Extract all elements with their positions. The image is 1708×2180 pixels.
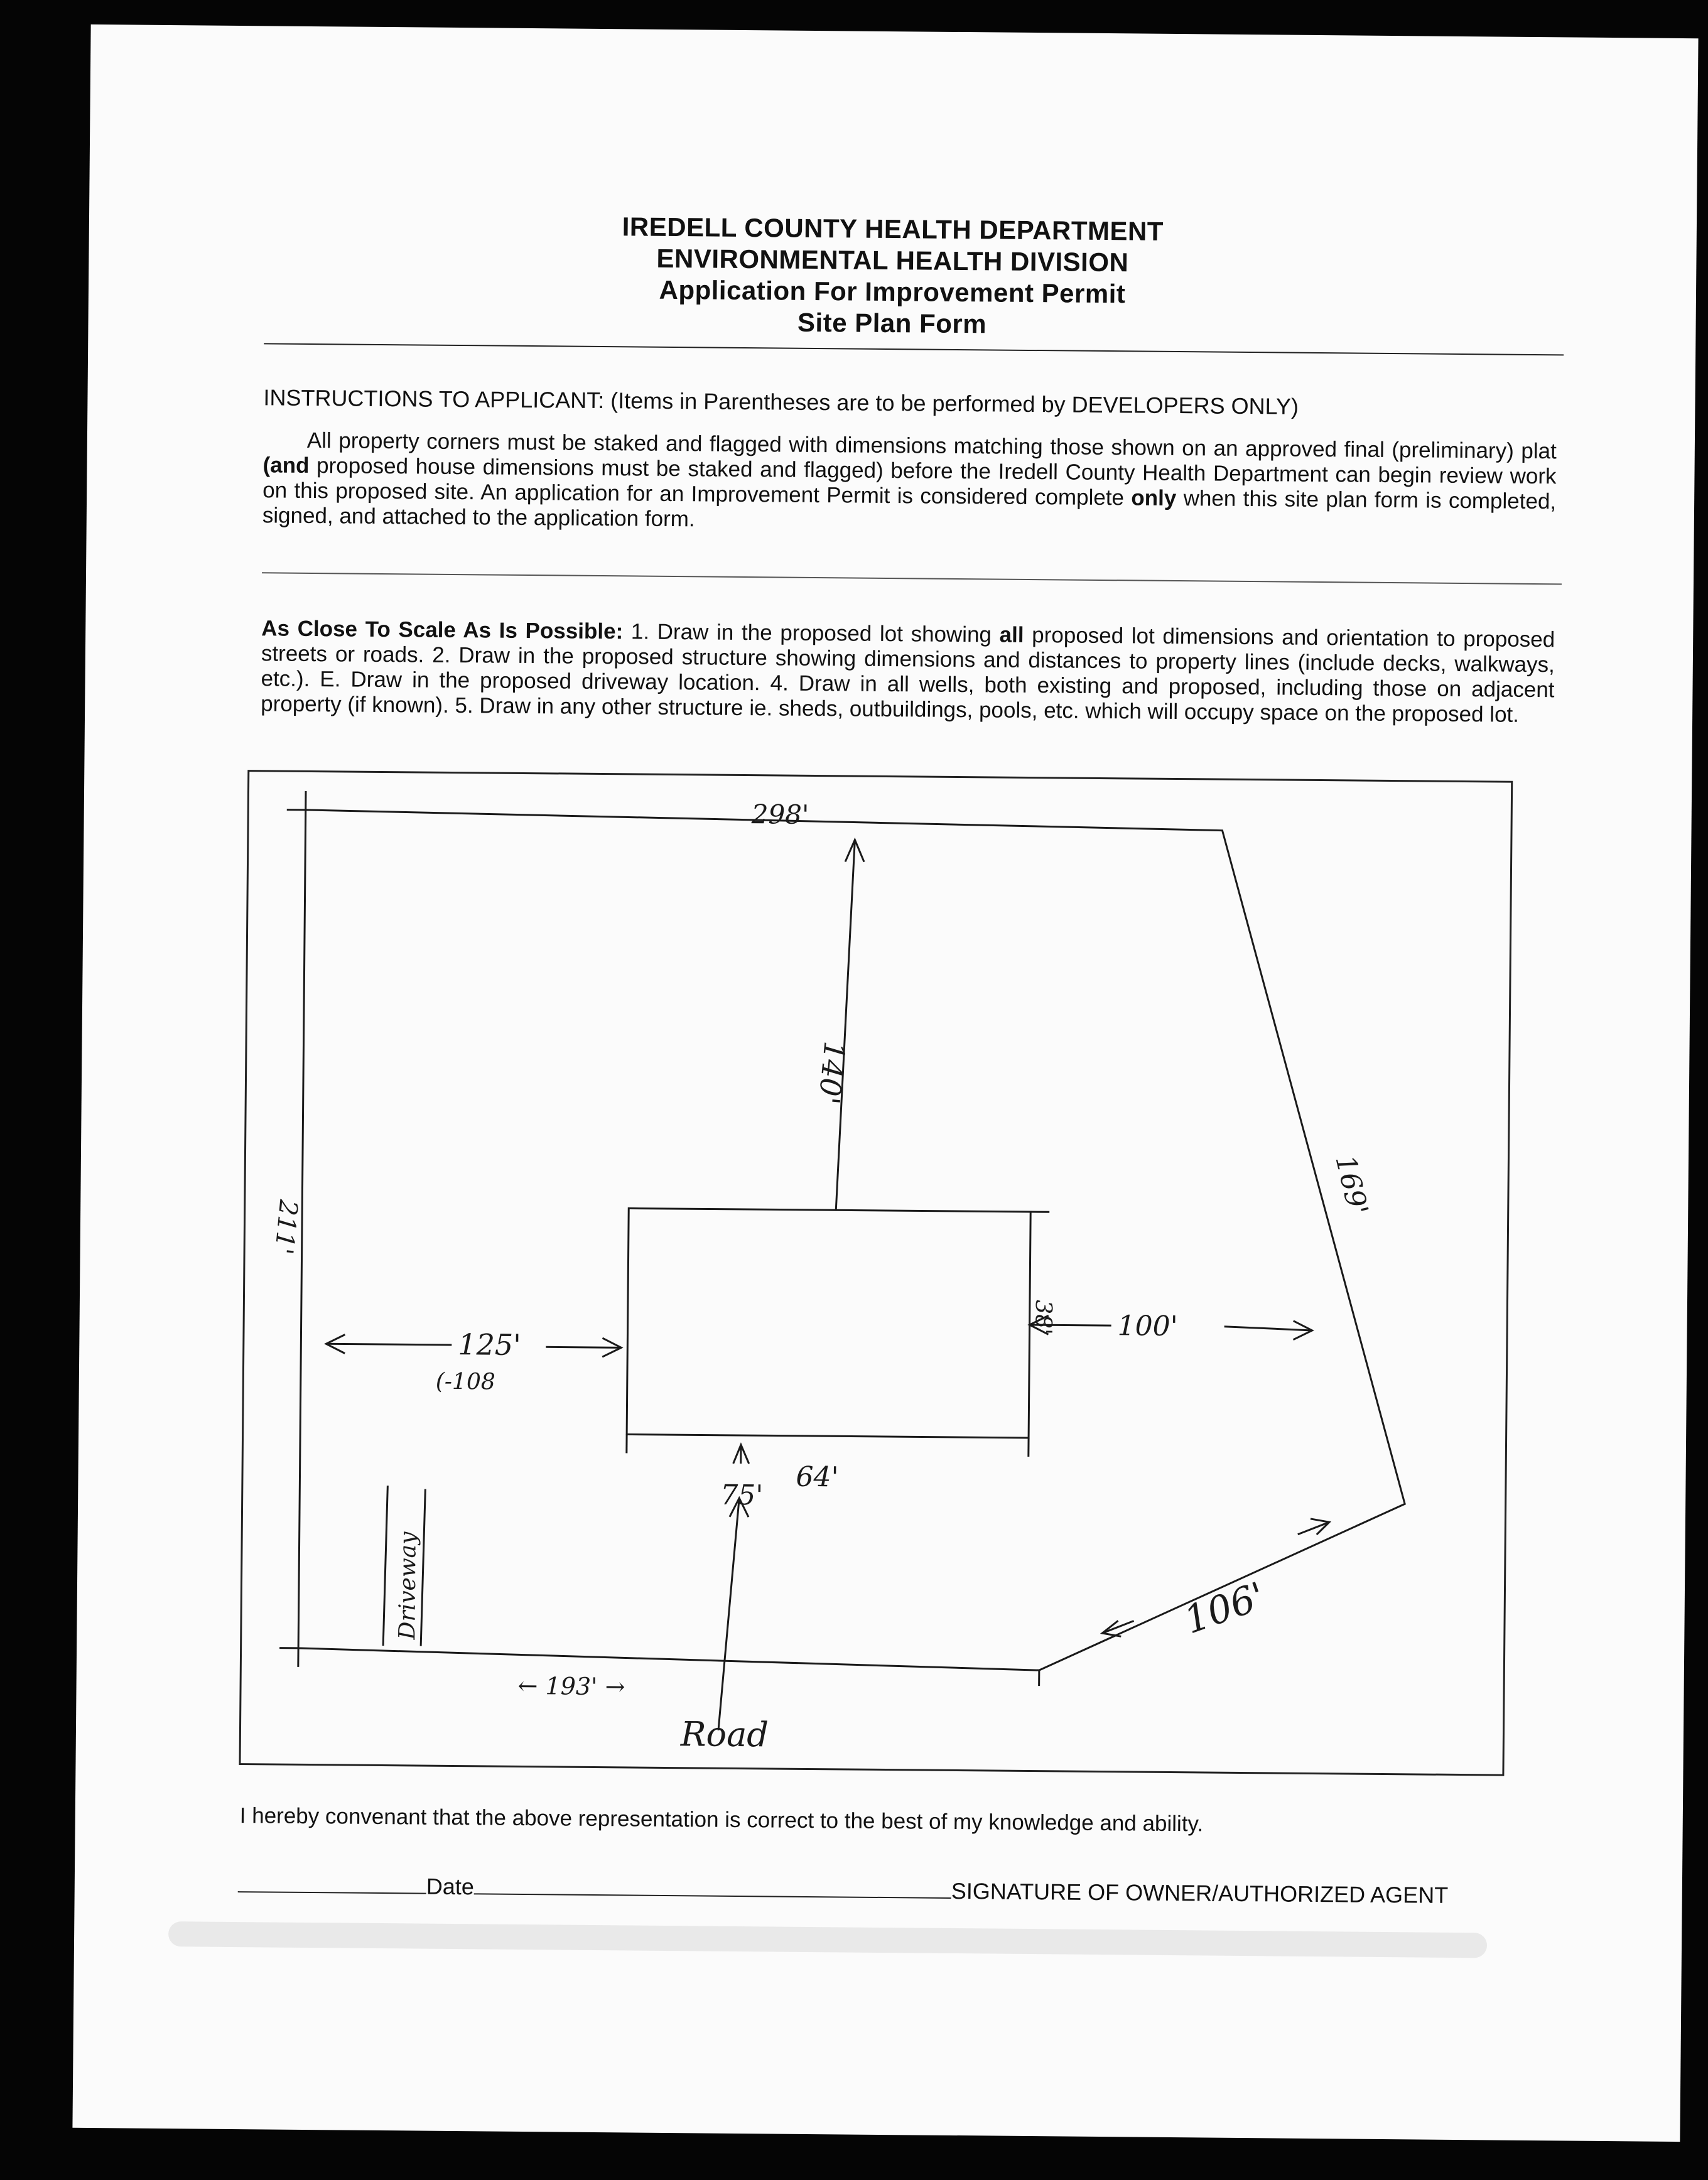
scale-instructions-bold: all: [999, 622, 1024, 647]
covenant-statement: I hereby convenant that the above representation is correct to the best of my knowledge and ability.: [239, 1803, 1204, 1837]
label-left-side: 211': [269, 1198, 303, 1256]
label-house-to-top: 140': [812, 1040, 852, 1106]
label-house-to-left-note: (-108: [435, 1368, 495, 1395]
driveway-edge: [421, 1489, 425, 1646]
instructions-text-bold: (and: [262, 453, 310, 478]
date-blank[interactable]: [238, 1872, 426, 1894]
dimension-line-house-to-left: [326, 1344, 451, 1345]
faint-bleedthrough: [168, 1921, 1487, 1958]
label-house-depth: 38': [1030, 1300, 1056, 1336]
label-road: Road: [680, 1714, 769, 1755]
dimension-line-diagonal: [1298, 1522, 1329, 1535]
label-bottom-dimension: ← 193' →: [517, 1671, 625, 1701]
label-house-to-road: 75': [720, 1479, 764, 1512]
instructions-text-part: All property corners must be staked and flagged with dimensions matching those shown on an approved final (preliminary) plat: [306, 428, 1557, 464]
signature-label: SIGNATURE OF OWNER/AUTHORIZED AGENT: [951, 1877, 1449, 1908]
instructions-text-bold: only: [1131, 485, 1177, 511]
dimension-line-house-to-road: [718, 1498, 739, 1730]
proposed-house: [627, 1208, 1030, 1438]
instructions-paragraph: [262, 428, 1557, 539]
site-plan-sketch: [241, 772, 1515, 1778]
scale-instructions-text: proposed lot dimensions and orientation to proposed streets or roads. 2. Draw in the proposed structure showing dimensions and distances to property lines (include decks, walkways, etc.). E. Draw in the proposed driveway location. 4. Draw in all wells, both existing and proposed, including those on adjacent property (if known). 5. Draw in any other structure ie. sheds, outbuildings, pools, etc. which will occupy space on the proposed lot.: [261, 622, 1555, 727]
instructions-text-part: proposed house dimensions must be staked and flagged) before the Iredell County Health Department can begin review work on this proposed site. An application for an Improvement Permit is considered complete: [262, 453, 1557, 510]
instructions-text-part: when this site plan form is completed, signed, and attached to the application form.: [262, 486, 1557, 532]
header-rule: [264, 343, 1564, 355]
header-division: ENVIRONMENTAL HEALTH DIVISION: [656, 243, 1129, 278]
scale-instructions-lead: As Close To Scale As Is Possible:: [261, 616, 624, 644]
site-plan-form: [72, 24, 1698, 2142]
label-top-dimension: 298': [751, 799, 809, 830]
signature-blank[interactable]: [474, 1874, 951, 1899]
driveway-edge: [383, 1486, 387, 1646]
dimension-line-diagonal: [1102, 1621, 1133, 1633]
header-application: Application For Improvement Permit: [659, 274, 1126, 309]
label-house-to-right: 100': [1117, 1310, 1178, 1343]
instructions-heading: INSTRUCTIONS TO APPLICANT: (Items in Parentheses are to be performed by DEVELOPERS ONLY): [263, 384, 1299, 419]
label-house-to-left: 125': [458, 1327, 522, 1362]
header-department: IREDELL COUNTY HEALTH DEPARTMENT: [622, 212, 1164, 246]
label-driveway: Driveway: [394, 1531, 421, 1640]
scale-instructions-paragraph: [261, 616, 1555, 728]
header-form-name: Site Plan Form: [797, 307, 987, 339]
site-plan-drawing-area: [239, 770, 1513, 1776]
label-house-width: 64': [796, 1460, 839, 1494]
dimension-line-house-to-top: [836, 839, 855, 1210]
signature-line: [238, 1872, 1525, 1909]
lot-boundary: [298, 810, 1411, 1673]
date-label: Date: [426, 1873, 475, 1900]
section-rule: [262, 572, 1562, 585]
label-right-side: 169': [1329, 1152, 1375, 1219]
dimension-line-house-to-right: [1224, 1327, 1312, 1330]
label-diagonal-dimension: 106': [1179, 1573, 1271, 1643]
scale-instructions-text: 1. Draw in the proposed lot showing: [623, 619, 1000, 647]
form-header: [88, 207, 1697, 346]
